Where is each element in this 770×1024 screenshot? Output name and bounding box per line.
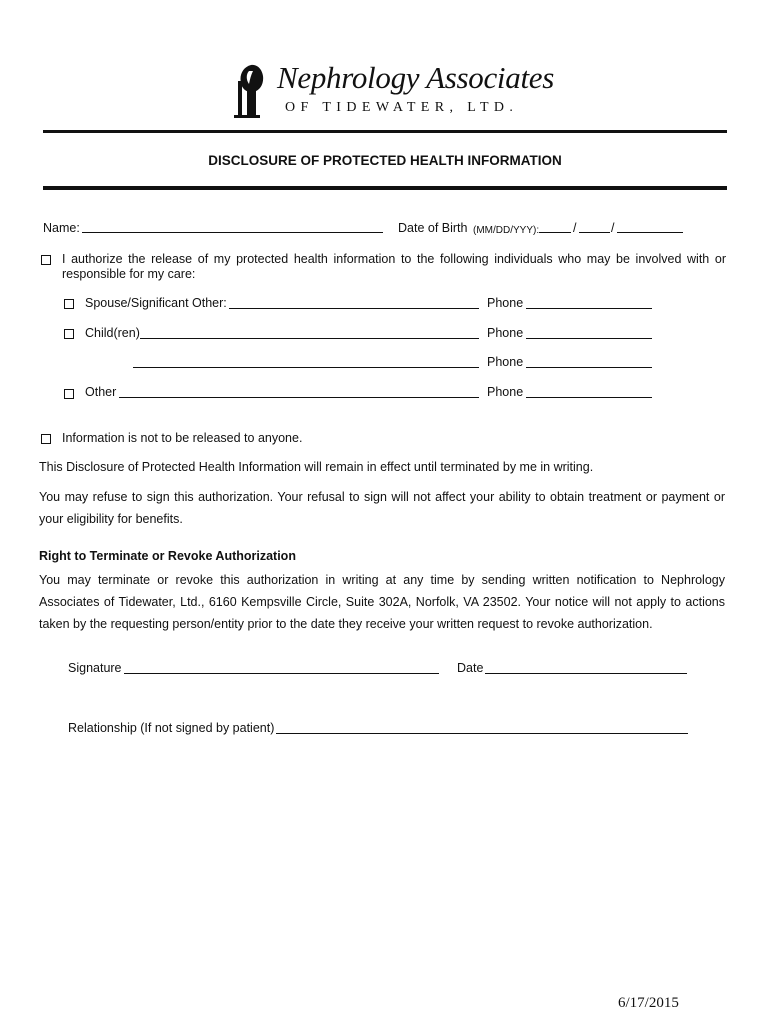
other-phone-label: Phone <box>487 385 524 399</box>
revoke-text-3: taken by the requesting person/entity prior to the date they receive your written request to revoke authorization. <box>39 617 653 631</box>
date-field[interactable] <box>485 673 687 674</box>
name-field[interactable] <box>82 232 383 233</box>
other-phone-field[interactable] <box>526 397 652 398</box>
refuse-text-2: your eligibility for benefits. <box>39 512 183 526</box>
spouse-name-field[interactable] <box>229 308 479 309</box>
authorize-checkbox[interactable] <box>41 255 51 265</box>
no-release-label: Information is not to be released to anyone. <box>62 431 303 445</box>
dob-label: Date of Birth <box>398 221 468 235</box>
spouse-checkbox[interactable] <box>64 299 74 309</box>
child-checkbox[interactable] <box>64 329 74 339</box>
signature-label: Signature <box>68 661 122 675</box>
child-phone-field[interactable] <box>526 338 652 339</box>
authorize-text-1: I authorize the release of my protected health information to the following individuals who may be involved with or <box>62 252 726 266</box>
other-checkbox[interactable] <box>64 389 74 399</box>
dob-slash-1: / <box>573 221 577 235</box>
dob-slash-2: / <box>611 221 615 235</box>
date-label: Date <box>457 661 484 675</box>
spouse-label: Spouse/Significant Other: <box>85 296 227 310</box>
dob-month-field[interactable] <box>539 232 571 233</box>
dob-day-field[interactable] <box>579 232 610 233</box>
top-rule <box>43 130 727 133</box>
other-name-field[interactable] <box>119 397 479 398</box>
logo-mark-icon <box>233 61 273 119</box>
form-title: DISCLOSURE OF PROTECTED HEALTH INFORMATION <box>208 153 562 168</box>
effect-text: This Disclosure of Protected Health Information will remain in effect until terminated by me in writing. <box>39 460 594 474</box>
name-label: Name: <box>43 221 80 235</box>
logo-name: Nephrology Associates <box>277 60 554 95</box>
no-release-checkbox[interactable] <box>41 434 51 444</box>
spouse-phone-field[interactable] <box>526 308 652 309</box>
authorize-text-2: responsible for my care: <box>62 267 196 281</box>
child-phone-field-2[interactable] <box>526 367 652 368</box>
relationship-label: Relationship (If not signed by patient) <box>68 721 275 735</box>
revoke-heading: Right to Terminate or Revoke Authorization <box>39 549 296 563</box>
child-label: Child(ren) <box>85 326 140 340</box>
relationship-field[interactable] <box>276 733 688 734</box>
spouse-phone-label: Phone <box>487 296 524 310</box>
footer-date: 6/17/2015 <box>618 995 679 1011</box>
revoke-text-1: You may terminate or revoke this authorization in writing at any time by sending written notification to Nephrology <box>39 573 725 587</box>
child-name-field[interactable] <box>140 338 479 339</box>
revoke-text-2: Associates of Tidewater, Ltd., 6160 Kempsville Circle, Suite 302A, Norfolk, VA 23502. Your notice will not apply to actions <box>39 595 725 609</box>
bottom-rule <box>43 186 727 190</box>
child-phone-label: Phone <box>487 326 524 340</box>
child-phone-label-2: Phone <box>487 355 524 369</box>
dob-year-field[interactable] <box>617 232 683 233</box>
refuse-text-1: You may refuse to sign this authorization. Your refusal to sign will not affect your ability to obtain treatment or payment or <box>39 490 725 504</box>
dob-format: (MM/DD/YYY): <box>473 225 540 236</box>
signature-field[interactable] <box>124 673 439 674</box>
child-name-field-2[interactable] <box>133 367 479 368</box>
other-label: Other <box>85 385 117 399</box>
logo-subtitle: OF TIDEWATER, LTD. <box>285 100 519 115</box>
